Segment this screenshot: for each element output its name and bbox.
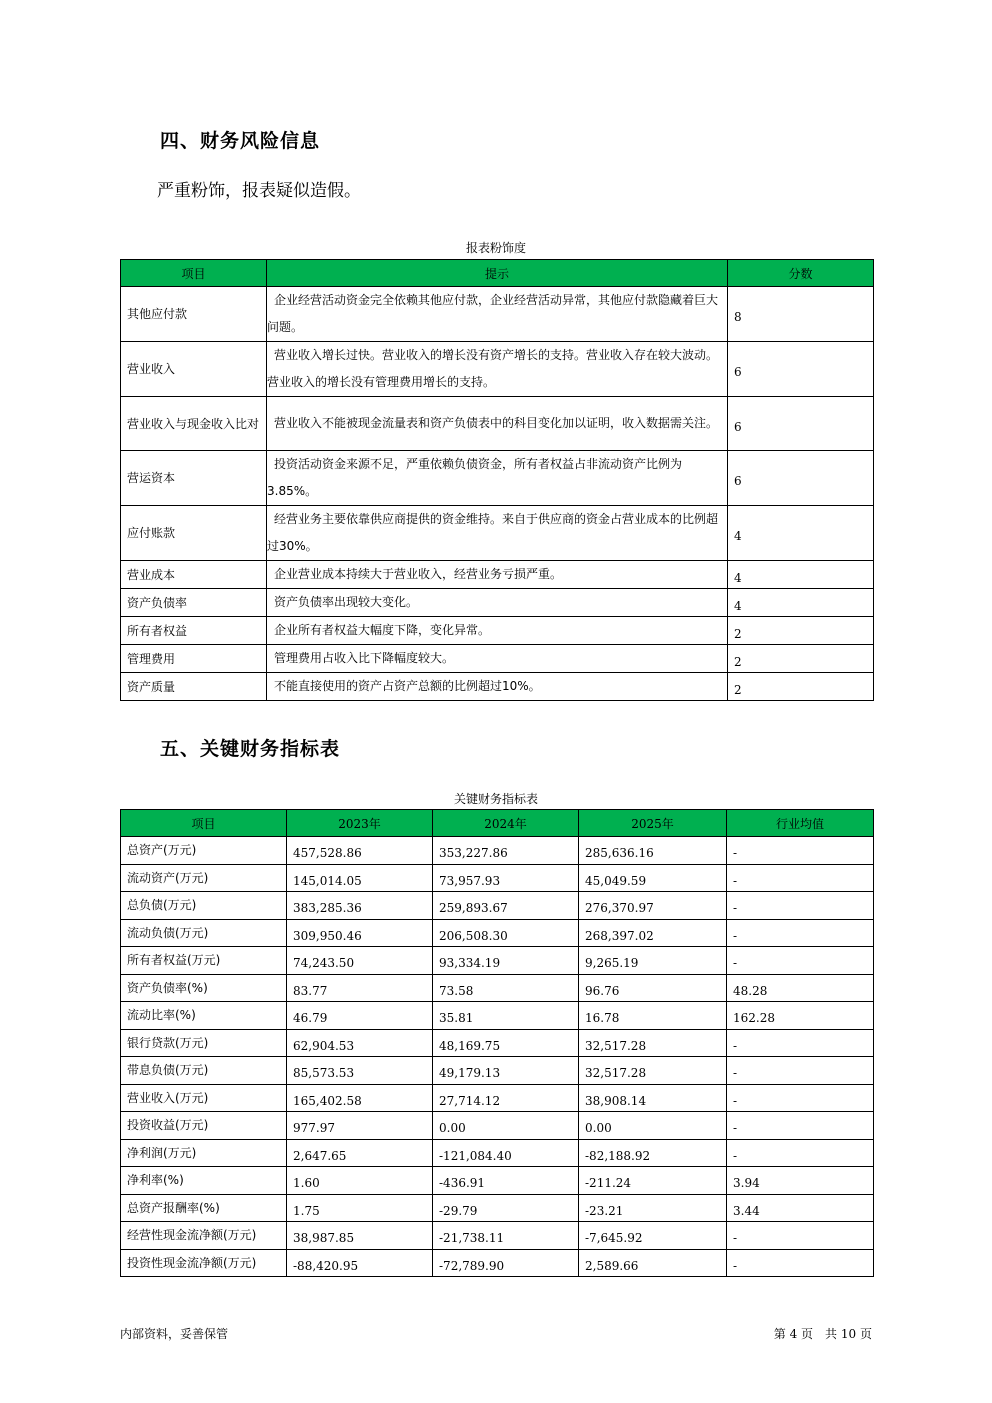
indicator-value: 1.75 xyxy=(287,1194,433,1222)
indicator-value: -72,789.90 xyxy=(433,1249,579,1277)
indicator-value: - xyxy=(727,892,874,920)
indicator-value: - xyxy=(727,837,874,865)
indicator-value: 32,517.28 xyxy=(579,1029,727,1057)
risk-row xyxy=(121,617,874,645)
indicator-value: 16.78 xyxy=(579,1002,727,1030)
indicator-value: 2,647.65 xyxy=(287,1139,433,1167)
indicator-value: 73,957.93 xyxy=(433,864,579,892)
indicator-value: 353,227.86 xyxy=(433,837,579,865)
risk-score: 2 xyxy=(728,617,874,645)
indicator-value: 977.97 xyxy=(287,1112,433,1140)
risk-score: 6 xyxy=(728,342,874,397)
risk-score: 4 xyxy=(728,589,874,617)
indicator-value: -29.79 xyxy=(433,1194,579,1222)
risk-hint xyxy=(267,342,728,397)
indicator-value: 268,397.02 xyxy=(579,919,727,947)
indicator-value: 96.76 xyxy=(579,974,727,1002)
risk-hint xyxy=(267,561,728,589)
page-current: 4 xyxy=(789,1327,798,1341)
indicator-value: 83.77 xyxy=(287,974,433,1002)
indicator-value: 309,950.46 xyxy=(287,919,433,947)
indicator-value: -7,645.92 xyxy=(579,1222,727,1250)
risk-score: 4 xyxy=(728,506,874,561)
indicator-value: -82,188.92 xyxy=(579,1139,727,1167)
risk-score: 6 xyxy=(728,397,874,451)
risk-item: 所有者权益 xyxy=(121,617,267,645)
indicator-item: 总负债(万元) xyxy=(121,892,287,920)
risk-hint-text: 资产负债率出现较大变化。 xyxy=(274,595,419,609)
risk-hint xyxy=(267,617,728,645)
indicator-value: 285,636.16 xyxy=(579,837,727,865)
risk-score: 6 xyxy=(728,451,874,506)
indicator-value: -21,738.11 xyxy=(433,1222,579,1250)
risk-hint xyxy=(267,287,728,342)
indicator-value: 276,370.97 xyxy=(579,892,727,920)
risk-row xyxy=(121,342,874,397)
page-total: 10 xyxy=(840,1327,857,1341)
risk-item: 管理费用 xyxy=(121,645,267,673)
indicator-value: - xyxy=(727,864,874,892)
indicator-table xyxy=(120,809,874,1277)
footer-page-number xyxy=(774,1325,872,1342)
risk-table-caption: 报表粉饰度 xyxy=(465,241,526,255)
risk-hint-text: 投资活动资金来源不足，严重依赖负债资金，所有者权益占非流动资产比例为3.85%。 xyxy=(267,457,683,498)
indicator-value: 38,908.14 xyxy=(579,1084,727,1112)
indicator-row xyxy=(121,837,874,865)
indicator-value: - xyxy=(727,1139,874,1167)
risk-hint xyxy=(267,506,728,561)
risk-row xyxy=(121,589,874,617)
risk-row xyxy=(121,287,874,342)
indicator-row xyxy=(121,1249,874,1277)
indicator-value: 32,517.28 xyxy=(579,1057,727,1085)
indicator-item: 所有者权益(万元) xyxy=(121,947,287,975)
risk-col-item: 项目 xyxy=(121,260,267,287)
indicator-value: - xyxy=(727,1112,874,1140)
indicator-value: 457,528.86 xyxy=(287,837,433,865)
indicator-col-industry-avg: 行业均值 xyxy=(727,810,874,837)
indicator-value: 38,987.85 xyxy=(287,1222,433,1250)
indicator-value: 3.44 xyxy=(727,1194,874,1222)
risk-row xyxy=(121,645,874,673)
risk-item: 其他应付款 xyxy=(121,287,267,342)
risk-hint-text: 企业营业成本持续大于营业收入，经营业务亏损严重。 xyxy=(274,567,563,581)
indicator-value: 0.00 xyxy=(579,1112,727,1140)
indicator-value: 49,179.13 xyxy=(433,1057,579,1085)
indicator-value: - xyxy=(727,1029,874,1057)
indicator-value: 383,285.36 xyxy=(287,892,433,920)
indicator-value: 2,589.66 xyxy=(579,1249,727,1277)
risk-item: 营运资本 xyxy=(121,451,267,506)
risk-hint-text: 经营业务主要依靠供应商提供的资金维持。来自于供应商的资金占营业成本的比例超过30%。 xyxy=(267,512,719,553)
indicator-value: - xyxy=(727,1084,874,1112)
risk-score: 2 xyxy=(728,645,874,673)
indicator-col-2023: 2023年 xyxy=(287,810,433,837)
indicator-row xyxy=(121,947,874,975)
risk-item: 资产质量 xyxy=(121,673,267,701)
risk-col-hint: 提示 xyxy=(267,260,728,287)
indicator-item: 资产负债率(%) xyxy=(121,974,287,1002)
indicator-value: 45,049.59 xyxy=(579,864,727,892)
indicator-value: - xyxy=(727,947,874,975)
page-prefix: 第 xyxy=(773,1327,786,1341)
indicator-item: 银行贷款(万元) xyxy=(121,1029,287,1057)
indicator-row xyxy=(121,1112,874,1140)
footer-confidential: 内部资料，妥善保管 xyxy=(120,1327,229,1341)
indicator-item: 净利润(万元) xyxy=(121,1139,287,1167)
risk-score: 4 xyxy=(728,561,874,589)
indicator-row xyxy=(121,919,874,947)
risk-hint-text: 营业收入不能被现金流量表和资产负债表中的科目变化加以证明，收入数据需关注。 xyxy=(274,416,719,430)
indicator-row xyxy=(121,1194,874,1222)
indicator-value: 259,893.67 xyxy=(433,892,579,920)
risk-hint-text: 管理费用占收入比下降幅度较大。 xyxy=(274,651,455,665)
risk-row xyxy=(121,397,874,451)
indicator-item: 净利率(%) xyxy=(121,1167,287,1195)
indicator-item: 流动负债(万元) xyxy=(121,919,287,947)
indicator-value: -121,084.40 xyxy=(433,1139,579,1167)
indicator-row xyxy=(121,1029,874,1057)
risk-hint xyxy=(267,397,728,451)
page-suffix: 页 xyxy=(859,1327,872,1341)
indicator-item: 带息负债(万元) xyxy=(121,1057,287,1085)
indicator-value: 1.60 xyxy=(287,1167,433,1195)
indicator-row xyxy=(121,892,874,920)
indicator-value: 9,265.19 xyxy=(579,947,727,975)
indicator-item: 总资产(万元) xyxy=(121,837,287,865)
indicator-value: 3.94 xyxy=(727,1167,874,1195)
section5-heading: 五、关键财务指标表 xyxy=(160,738,341,760)
risk-score: 2 xyxy=(728,673,874,701)
risk-score: 8 xyxy=(728,287,874,342)
indicator-value: 162.28 xyxy=(727,1002,874,1030)
indicator-row xyxy=(121,864,874,892)
risk-table xyxy=(120,259,874,701)
indicator-value: -23.21 xyxy=(579,1194,727,1222)
indicator-item: 投资收益(万元) xyxy=(121,1112,287,1140)
indicator-row xyxy=(121,1139,874,1167)
indicator-row xyxy=(121,1057,874,1085)
indicator-value: 48.28 xyxy=(727,974,874,1002)
indicator-item: 流动资产(万元) xyxy=(121,864,287,892)
indicator-value: -88,420.95 xyxy=(287,1249,433,1277)
indicator-value: -211.24 xyxy=(579,1167,727,1195)
risk-hint-text: 企业经营活动资金完全依赖其他应付款，企业经营活动异常，其他应付款隐藏着巨大问题。 xyxy=(267,293,719,334)
risk-hint-text: 营业收入增长过快。营业收入的增长没有资产增长的支持。营业收入存在较大波动。营业收入的增长没有管理费用增长的支持。 xyxy=(267,348,719,389)
indicator-item: 总资产报酬率(%) xyxy=(121,1194,287,1222)
indicator-col-2024: 2024年 xyxy=(433,810,579,837)
indicator-row xyxy=(121,1222,874,1250)
indicator-item: 营业收入(万元) xyxy=(121,1084,287,1112)
indicator-value: 62,904.53 xyxy=(287,1029,433,1057)
risk-hint xyxy=(267,451,728,506)
risk-row xyxy=(121,561,874,589)
indicator-item: 经营性现金流净额(万元) xyxy=(121,1222,287,1250)
indicator-value: 93,334.19 xyxy=(433,947,579,975)
risk-summary: 严重粉饰，报表疑似造假。 xyxy=(157,181,361,201)
risk-item: 营业成本 xyxy=(121,561,267,589)
indicator-value: 0.00 xyxy=(433,1112,579,1140)
indicator-value: 145,014.05 xyxy=(287,864,433,892)
indicator-value: - xyxy=(727,1057,874,1085)
indicator-value: - xyxy=(727,1222,874,1250)
indicator-row xyxy=(121,1002,874,1030)
risk-col-score: 分数 xyxy=(728,260,874,287)
indicator-col-item: 项目 xyxy=(121,810,287,837)
indicator-value: 48,169.75 xyxy=(433,1029,579,1057)
risk-row xyxy=(121,451,874,506)
risk-hint-text: 不能直接使用的资产占资产总额的比例超过10%。 xyxy=(274,679,541,693)
indicator-row xyxy=(121,1084,874,1112)
indicator-value: 85,573.53 xyxy=(287,1057,433,1085)
indicator-value: 27,714.12 xyxy=(433,1084,579,1112)
risk-item: 应付账款 xyxy=(121,506,267,561)
risk-item: 营业收入与现金收入比对 xyxy=(121,397,267,451)
risk-item: 资产负债率 xyxy=(121,589,267,617)
indicator-item: 流动比率(%) xyxy=(121,1002,287,1030)
indicator-value: 74,243.50 xyxy=(287,947,433,975)
indicator-value: 35.81 xyxy=(433,1002,579,1030)
indicator-value: -436.91 xyxy=(433,1167,579,1195)
risk-hint-text: 企业所有者权益大幅度下降，变化异常。 xyxy=(274,623,491,637)
risk-row xyxy=(121,673,874,701)
risk-hint xyxy=(267,589,728,617)
risk-row xyxy=(121,506,874,561)
indicator-value: - xyxy=(727,1249,874,1277)
risk-hint xyxy=(267,645,728,673)
indicator-value: - xyxy=(727,919,874,947)
page-mid: 页 共 xyxy=(801,1327,838,1341)
indicator-value: 165,402.58 xyxy=(287,1084,433,1112)
risk-hint xyxy=(267,673,728,701)
indicator-row xyxy=(121,974,874,1002)
indicator-row xyxy=(121,1167,874,1195)
indicator-table-caption: 关键财务指标表 xyxy=(453,792,538,806)
indicator-value: 73.58 xyxy=(433,974,579,1002)
indicator-item: 投资性现金流净额(万元) xyxy=(121,1249,287,1277)
indicator-col-2025: 2025年 xyxy=(579,810,727,837)
risk-item: 营业收入 xyxy=(121,342,267,397)
indicator-value: 46.79 xyxy=(287,1002,433,1030)
section4-heading: 四、财务风险信息 xyxy=(160,130,321,152)
indicator-value: 206,508.30 xyxy=(433,919,579,947)
